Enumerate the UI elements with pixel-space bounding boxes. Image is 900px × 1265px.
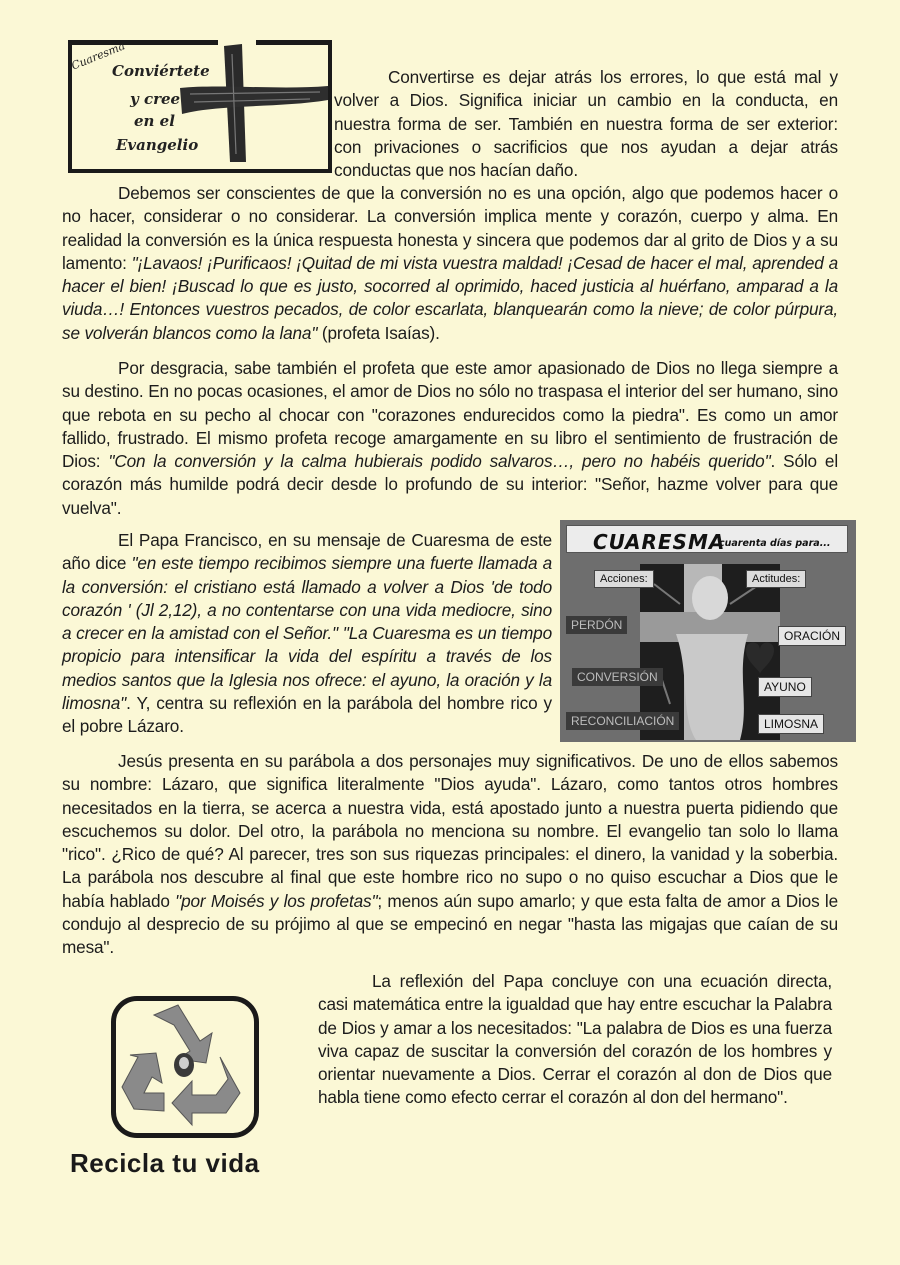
logo-en-el: en el: [134, 112, 175, 130]
poster-title: CUARESMA: [593, 530, 726, 554]
paragraph-parabola: Jesús presenta en su parábola a dos personajes muy significativos. De uno de ellos sabemos su nombre: Lázaro, que significa literalmente "Dios ayuda". Lázaro, como tantos otros hombres necesitados en la tierra, se acerca a nuestra vida, está apostado junto a nuestra puerta pidiendo que escuchemos su dolor. Del otro, la parábola no menciona su nombre. El evangelio tan solo lo llama "rico". ¿Rico de qué? Al parecer, tres son sus riquezas principales: el dinero, la vanidad y la soberbia. La parábola nos descubre al final que este hombre rico no supo o no quiso escuchar a Dios que le había hablado "por Moisés y los profetas"; menos aún supo amarlo; y que esta falta de amor a Dios le condujo al desprecio de su prójimo al que se empecinó en negar "hasta las migajas que caían de su mesa".: [62, 751, 838, 958]
poster-actitudes-label: Actitudes:: [746, 570, 806, 588]
logo-cuaresma: Cuaresma: [69, 39, 127, 73]
logo-conviertete: Conviértete: [112, 62, 210, 80]
poster-accion-perdon: PERDÓN: [566, 616, 627, 634]
paragraph-conclusion: La reflexión del Papa concluye con una ecuación directa, casi matemática entre la igualdad que hay entre escuchar la Palabra de Dios y amar a los necesitados: "La palabra de Dios es una fuerza viva capaz de suscitar la conversión del corazón de los hombres y orientar nuevamente a Dios. Cerrar el corazón al don de Dios que habla tiene como efecto cerrar el corazón al don del hermano".: [318, 971, 832, 1108]
poster-accion-reconciliacion: RECONCILIACIÓN: [566, 712, 679, 730]
poster-actitud-limosna: LIMOSNA: [758, 714, 824, 734]
poster-header: [566, 525, 848, 553]
paragraph-profeta: Por desgracia, sabe también el profeta que este amor apasionado de Dios no llega siempre a su destino. En no pocas ocasiones, el amor de Dios no sólo no traspasa el interior del ser humano, sino que rebota en su pecho al chocar con "corazones endurecidos como la piedra". Es como un amor fallido, frustrado. El mismo profeta recoge amargamente en su libro el sentimiento de frustración de Dios: "Con la conversión y la calma hubierais podido salvaros…, pero no habéis querido". Sólo el corazón más humilde podrá decir desde lo profundo de su interior: "Señor, hazme volver para que vuelva".: [62, 358, 838, 518]
paragraph-intro: Convertirse es dejar atrás los errores, lo que está mal y volver a Dios. Significa iniciar un cambio en la conducta, en nuestra forma de ser. También en nuestra forma de ser exterior: con privaciones o sacrificios que nos ayudan a dejar atrás conductas que nos hacían daño.: [334, 67, 838, 181]
logo-evangelio: Evangelio: [116, 136, 199, 154]
paragraph-papa-francisco: El Papa Francisco, en su mensaje de Cuaresma de este año dice "en este tiempo recibimos siempre una fuerte llamada a la conversión: el cristiano está llamado a volver a Dios 'de todo corazón ' (Jl 2,12), a no contentarse con una vida mediocre, sino a crecer en la amistad con el Señor." "La Cuaresma es un tiempo propicio para intensificar la vida del espíritu a través de los medios santos que la Iglesia nos ofrece: el ayuno, la oración y la limosna". Y, centra su reflexión en la parábola del hombre rico y el pobre Lázaro.: [62, 530, 552, 737]
poster-accion-conversion: CONVERSIÓN: [572, 668, 663, 686]
conviertete-logo: [68, 40, 328, 168]
poster-actitud-ayuno: AYUNO: [758, 677, 812, 697]
recycle-caption: Recicla tu vida: [70, 1148, 260, 1178]
cuaresma-poster: [560, 520, 856, 742]
poster-actitud-oracion: ORACIÓN: [778, 626, 846, 646]
recycle-logo: [111, 996, 259, 1138]
paragraph-conversion: Debemos ser conscientes de que la conversión no es una opción, algo que podemos hacer o no hacer, considerar o no considerar. La conversión implica mente y corazón, cuerpo y alma. En realidad la conversión es la única respuesta honesta y sincera que podemos dar al grito de Dios y a su lamento: "¡Lavaos! ¡Purificaos! ¡Quitad de mi vista vuestra maldad! ¡Cesad de hacer el mal, aprended a hacer el bien! ¡Buscad lo que es justo, socorred al oprimido, haced justicia al huérfano, amparad a la viuda…! Entonces vuestros pecados, de color escarlata, blanquearán como la nieve; de color púrpura, se volverán blancos como la lana" (profeta Isaías).: [62, 183, 838, 343]
poster-acciones-label: Acciones:: [594, 570, 654, 588]
recycle-icon: [116, 1001, 254, 1133]
logo-y-cree: y cree: [130, 90, 181, 108]
poster-subtitle: cuarenta días para...: [719, 538, 831, 549]
